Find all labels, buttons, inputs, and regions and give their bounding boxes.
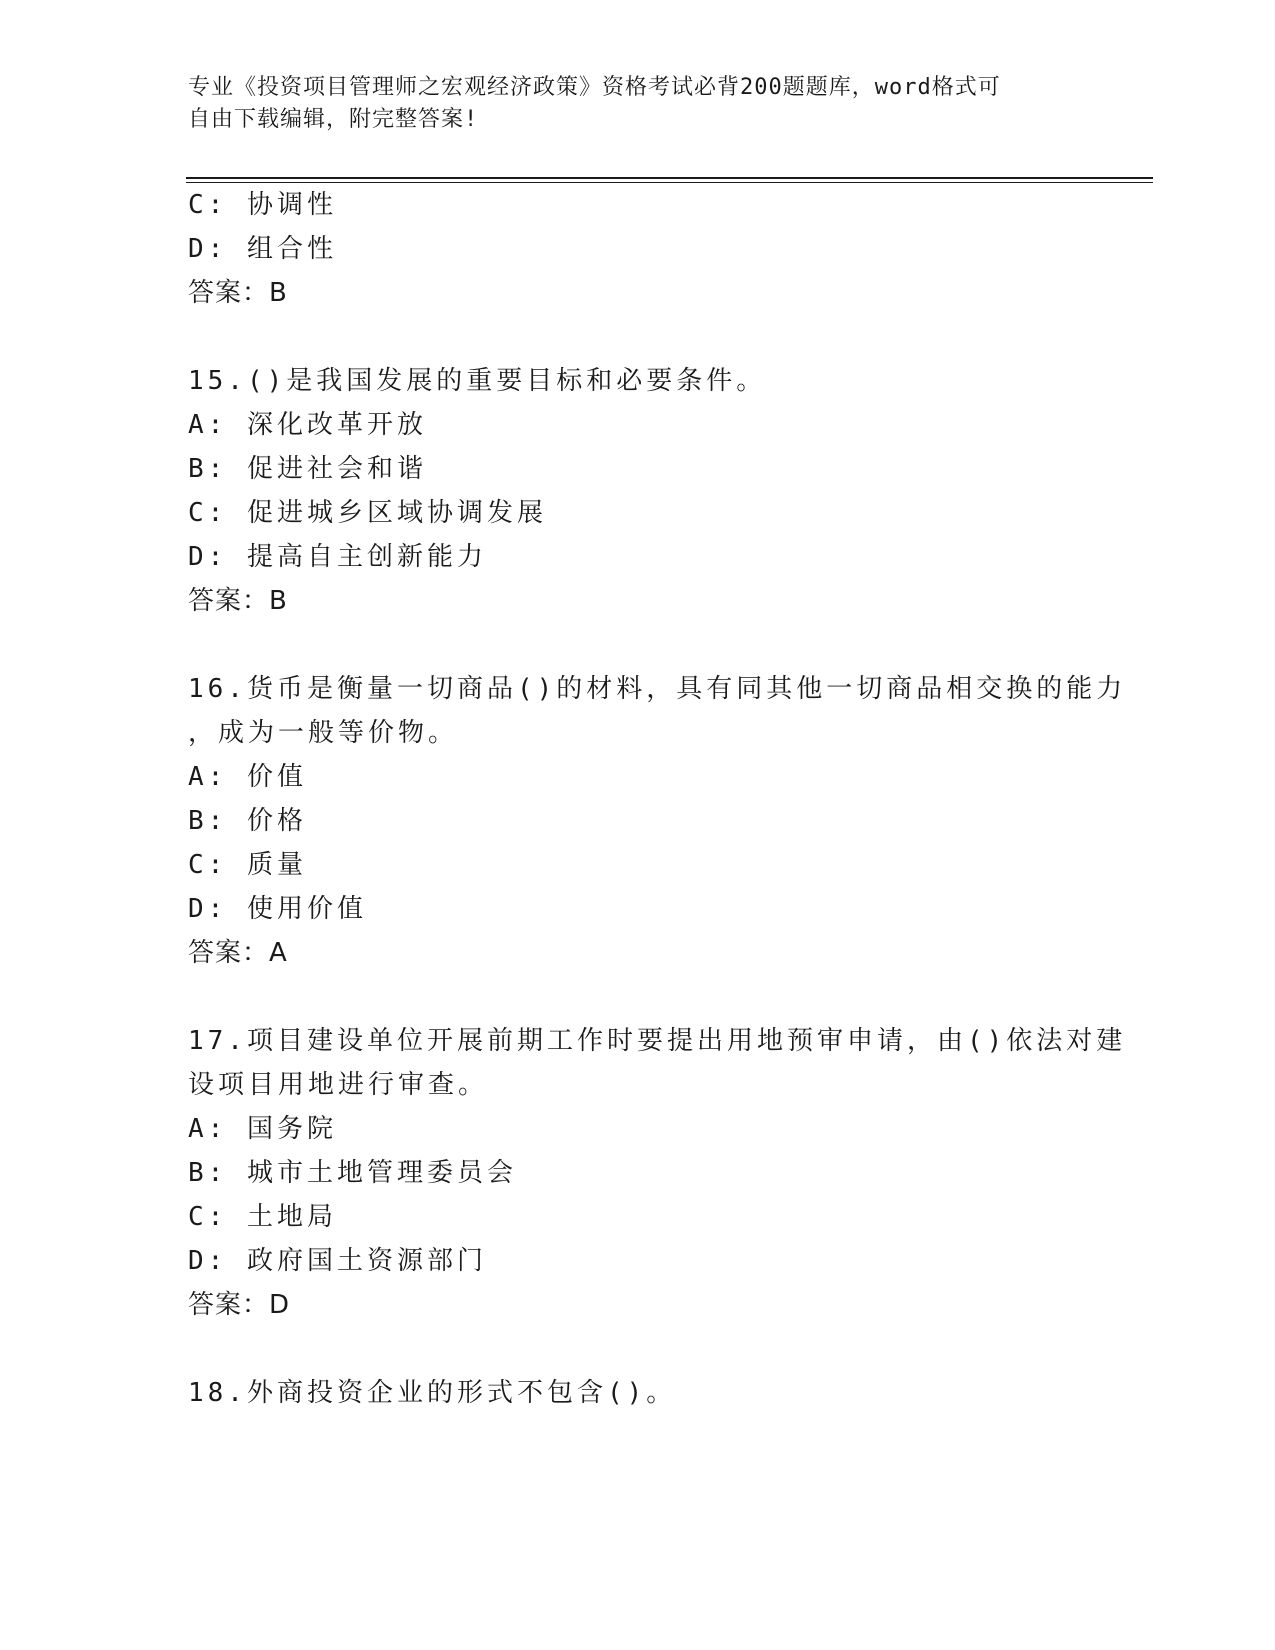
question-stem: 16.货币是衡量一切商品()的材料，具有同其他一切商品相交换的能力: [188, 674, 1127, 704]
question-stem: 17.项目建设单位开展前期工作时要提出用地预审申请，由()依法对建: [188, 1026, 1127, 1056]
option-c: C: 质量: [188, 850, 307, 880]
option-c: C: 协调性: [188, 190, 337, 220]
question-stem: 18.外商投资企业的形式不包含()。: [188, 1378, 677, 1408]
header-line-2: 自由下载编辑，附完整答案!: [188, 107, 479, 132]
question-stem: 15.()是我国发展的重要目标和必要条件。: [188, 366, 767, 396]
option-d: D: 使用价值: [188, 894, 367, 924]
option-d: D: 政府国土资源部门: [188, 1246, 487, 1276]
document-header: [188, 72, 1088, 136]
answer-line: 答案：B: [188, 278, 288, 308]
answer-line: 答案：A: [188, 938, 288, 968]
option-a: A: 深化改革开放: [188, 410, 427, 440]
option-d: D: 组合性: [188, 234, 337, 264]
header-divider-thin: [186, 182, 1153, 183]
option-c: C: 土地局: [188, 1202, 337, 1232]
question-stem-continued: 设项目用地进行审查。: [188, 1070, 489, 1100]
option-d: D: 提高自主创新能力: [188, 542, 487, 572]
header-line-1: 专业《投资项目管理师之宏观经济政策》资格考试必背200题题库，word格式可: [188, 75, 1001, 100]
option-b: B: 城市土地管理委员会: [188, 1158, 517, 1188]
option-b: B: 促进社会和谐: [188, 454, 427, 484]
question-stem-continued: ，成为一般等价物。: [188, 718, 459, 748]
header-divider-thick: [186, 177, 1153, 179]
option-a: A: 国务院: [188, 1114, 337, 1144]
option-b: B: 价格: [188, 806, 307, 836]
option-a: A: 价值: [188, 762, 307, 792]
answer-line: 答案：B: [188, 586, 288, 616]
option-c: C: 促进城乡区域协调发展: [188, 498, 547, 528]
answer-line: 答案：D: [188, 1290, 291, 1320]
